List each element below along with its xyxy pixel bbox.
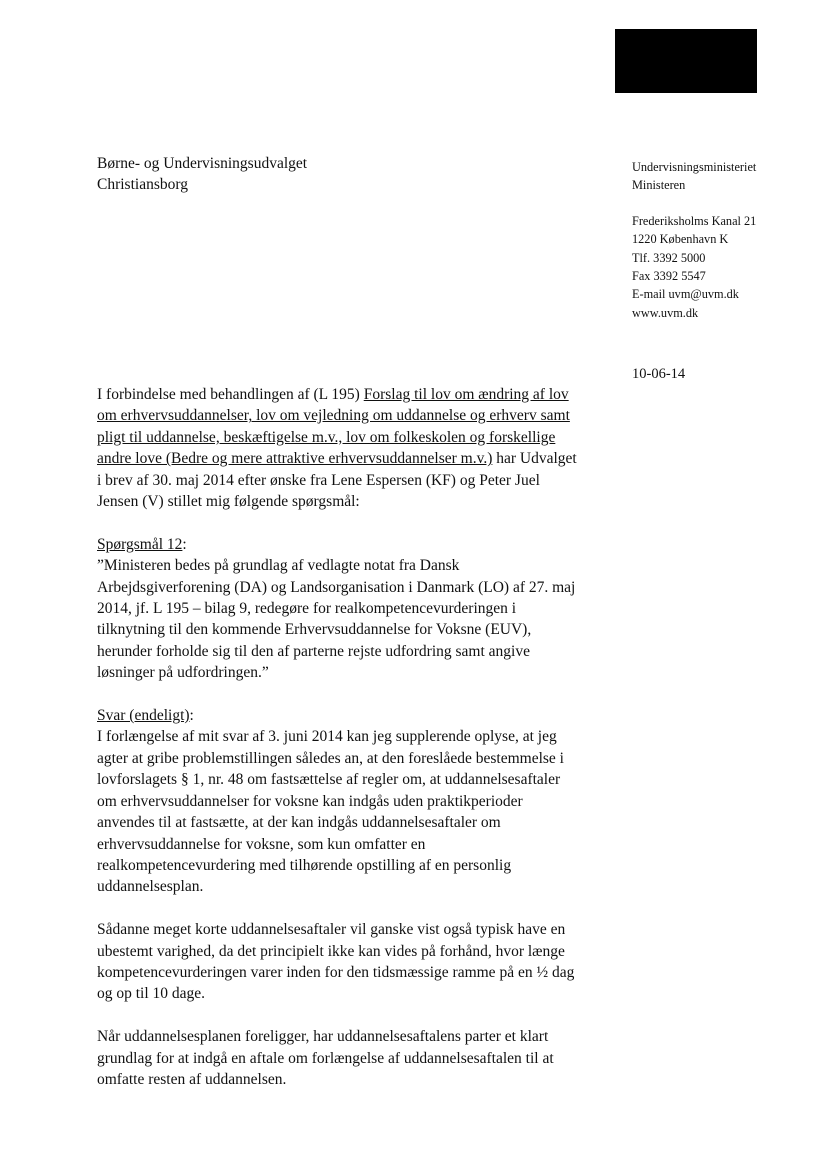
intro-text: I forbindelse med behandlingen af (L 195) [97,386,364,403]
question-text: ”Ministeren bedes på grundlag af vedlagte notat fra Dansk Arbejdsgiverforening (DA) og Landsorganisation i Danmark (LO) af 27. maj 2014, jf. L 195 – bilag 9, redegøre for realkompetencevurderingen i tilknytning til den kommende Erhvervsuddannelse for Voksne (EUV), herunder forholde sig til den af parterne rejste udfordring samt angive løsninger på udfordringen.” [97,557,576,682]
recipient-line-1: Børne- og Undervisningsudvalget [97,155,308,172]
sender-fax: Fax 3392 5547 [632,269,706,284]
answer-paragraph: Sådanne meget korte uddannelsesaftaler vil ganske vist også typisk have en ubestemt varighed, da det principielt ikke kan vides på forhånd, hvor længe kompetencevurderingen varer inden for den tidsmæssige ramme på en ½ dag og op til 10 dage. [97,921,575,1003]
letter-body [97,384,577,1112]
question-heading: Spørgsmål 12 [97,535,183,553]
bill-title: Forslag til lov om ændring af lov om erhvervsuddannelser, lov om vejledning om uddannelse og erhverv samt pligt til uddannelse, beskæftigelse m.v., lov om folkeskolen og forskellige andre love (Bedre og mere attraktive erhvervsuddannelser m.v.) [97,386,570,468]
sender-phone: Tlf. 3392 5000 [632,250,706,265]
intro-paragraph [97,384,577,512]
sender-block [632,158,822,322]
sender-address-line: Frederiksholms Kanal 21 [632,213,757,228]
answer-heading: Svar (endeligt) [97,707,190,725]
question-section [97,534,577,684]
question-heading-colon: : [182,535,187,553]
sender-address-line: 1220 København K [632,232,729,247]
logo-block [615,29,757,93]
intro-text-cont: har Udvalget i brev af 30. maj 2014 efter ønske fra Lene Espersen (KF) og Peter Juel Jensen (V) stillet mig følgende spørgsmål: [97,450,577,511]
sender-title: Ministeren [632,178,686,193]
answer-paragraph: Når uddannelsesplanen foreligger, har uddannelsesaftalens parter et klart grundlag for at indgå en aftale om forlængelse af uddannelsesaftalen til at omfatte resten af uddannelsen. [97,1028,554,1088]
sender-website: www.uvm.dk [632,305,699,320]
answer-heading-colon: : [189,707,194,725]
sender-email: E-mail uvm@uvm.dk [632,287,739,302]
recipient-line-2: Christiansborg [97,176,188,193]
answer-paragraph: I forlængelse af mit svar af 3. juni 2014 kan jeg supplerende oplyse, at jeg agter at gribe problemstillingen således an, at den foreslåede bestemmelse i lovforslagets § 1, nr. 48 om fastsættelse af regler om, at uddannelsesaftaler om erhvervsuddannelser for voksne kan indgås uden praktikperioder anvendes til at fastsætte, at der kan indgås uddannelsesaftaler om erhvervsuddannelse for voksne, som kun omfatter en realkompetencevurdering med tilhørende opstilling af en personlig uddannelsesplan. [97,728,564,896]
answer-section [97,705,577,898]
recipient-address [97,153,307,195]
sender-org: Undervisningsministeriet [632,160,757,174]
letter-date: 10-06-14 [632,366,686,382]
